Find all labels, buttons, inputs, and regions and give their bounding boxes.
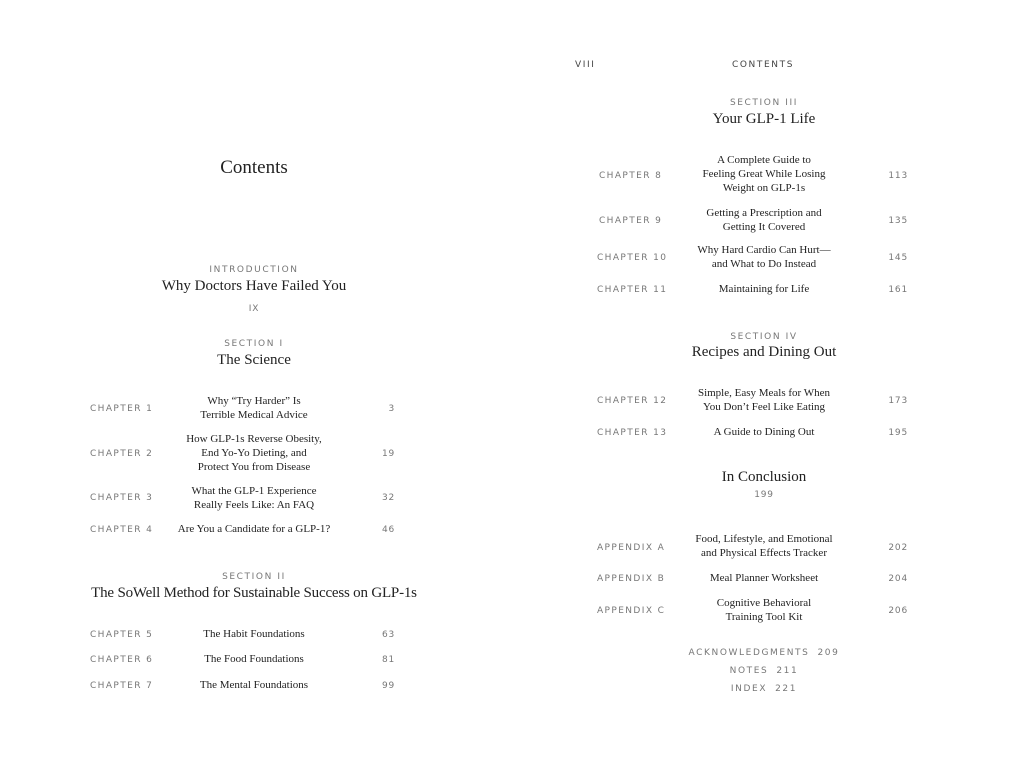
appendix-b-title[interactable]	[654, 571, 874, 585]
chapter-8-title-line: A Complete Guide to	[717, 154, 811, 166]
chapter-2-title-line: End Yo-Yo Dieting, and	[201, 447, 307, 459]
chapter-11-title-line: Maintaining for Life	[718, 283, 810, 295]
chapter-10-title-line: Why Hard Cardio Can Hurt—	[697, 244, 831, 256]
section-3-title: Your GLP-1 Life	[712, 111, 816, 127]
section-1-title: The Science	[217, 352, 291, 368]
chapter-5-page-number: 63	[381, 630, 395, 640]
appendix-a-title-line: Food, Lifestyle, and Emotional	[695, 533, 833, 545]
chapter-6-title[interactable]	[144, 652, 364, 666]
appendix-a-title[interactable]	[634, 532, 894, 560]
appendix-c-page-number: 206	[888, 606, 908, 616]
chapter-9-title[interactable]	[654, 206, 874, 234]
section-4-label: SECTION IV	[730, 332, 798, 342]
chapter-5-title[interactable]	[144, 627, 364, 641]
chapter-6-title-line: The Food Foundations	[204, 653, 304, 665]
chapter-9-page-number: 135	[888, 216, 908, 226]
chapter-10-page-number: 145	[888, 253, 908, 263]
chapter-4-title[interactable]	[134, 522, 374, 536]
appendix-c-title-line: Training Tool Kit	[725, 611, 803, 623]
appendix-a-page-number: 202	[888, 543, 908, 553]
chapter-8-title-line: Feeling Great While Losing	[702, 168, 826, 180]
notes-entry[interactable]	[634, 666, 894, 676]
chapter-7-title-line: The Mental Foundations	[199, 679, 309, 691]
chapter-9-title-line: Getting a Prescription and	[706, 207, 822, 219]
contents-title: Contents	[220, 157, 288, 178]
appendix-a-label: APPENDIX A	[597, 543, 666, 553]
section-3-label: SECTION III	[729, 98, 799, 108]
chapter-4-title-line: Are You a Candidate for a GLP-1?	[177, 523, 331, 535]
page-folio: VIII	[575, 60, 596, 70]
chapter-10-label: CHAPTER 10	[597, 253, 668, 263]
appendix-a-title-line: and Physical Effects Tracker	[701, 547, 827, 559]
conclusion-title[interactable]: In Conclusion	[721, 469, 807, 485]
acknowledgments-entry[interactable]	[634, 648, 894, 658]
chapter-3-title-line: What the GLP-1 Experience	[191, 485, 317, 497]
chapter-9-label: CHAPTER 9	[599, 216, 663, 226]
chapter-7-page-number: 99	[381, 681, 395, 691]
chapter-1-label: CHAPTER 1	[90, 404, 154, 414]
notes-label: NOTES	[729, 666, 769, 676]
chapter-1-page-number: 3	[388, 404, 395, 414]
introduction-label: INTRODUCTION	[209, 265, 299, 275]
chapter-11-title[interactable]	[654, 282, 874, 296]
section-2-title: The SoWell Method for Sustainable Success on GLP-1s	[91, 585, 417, 601]
running-head: CONTENTS	[731, 60, 795, 70]
conclusion-page-number: 199	[754, 490, 774, 500]
notes-page-number: 211	[776, 666, 799, 676]
appendix-b-page-number: 204	[888, 574, 908, 584]
index-entry[interactable]	[634, 684, 894, 694]
chapter-12-title-line: You Don’t Feel Like Eating	[702, 401, 826, 413]
chapter-1-title[interactable]	[144, 394, 364, 422]
chapter-3-page-number: 32	[381, 493, 395, 503]
chapter-2-title-line: How GLP-1s Reverse Obesity,	[186, 433, 322, 445]
appendix-c-title-line: Cognitive Behavioral	[716, 597, 812, 609]
section-2-label: SECTION II	[222, 572, 286, 582]
introduction-page-number: IX	[248, 304, 260, 314]
chapter-3-title[interactable]	[144, 484, 364, 512]
chapter-4-label: CHAPTER 4	[90, 525, 154, 535]
chapter-8-title[interactable]	[654, 153, 874, 195]
chapter-3-label: CHAPTER 3	[90, 493, 154, 503]
chapter-10-title-line: and What to Do Instead	[711, 258, 817, 270]
introduction-title[interactable]: Why Doctors Have Failed You	[161, 278, 347, 294]
index-label: INDEX	[730, 684, 768, 694]
chapter-5-title-line: The Habit Foundations	[203, 628, 305, 640]
chapter-13-title-line: A Guide to Dining Out	[713, 426, 815, 438]
section-4-title: Recipes and Dining Out	[691, 344, 837, 360]
chapter-12-title[interactable]	[644, 386, 884, 414]
index-page-number: 221	[775, 684, 798, 694]
chapter-8-title-line: Weight on GLP-1s	[722, 182, 806, 194]
chapter-9-title-line: Getting It Covered	[722, 221, 806, 233]
chapter-5-label: CHAPTER 5	[90, 630, 154, 640]
chapter-2-page-number: 19	[381, 449, 395, 459]
chapter-8-page-number: 113	[888, 171, 908, 181]
section-1-label: SECTION I	[224, 339, 284, 349]
appendix-b-title-line: Meal Planner Worksheet	[709, 572, 819, 584]
chapter-1-title-line: Terrible Medical Advice	[200, 409, 308, 421]
chapter-13-title[interactable]	[654, 425, 874, 439]
chapter-2-title[interactable]	[144, 432, 364, 474]
chapter-10-title[interactable]	[654, 243, 874, 271]
chapter-11-label: CHAPTER 11	[597, 285, 668, 295]
chapter-12-title-line: Simple, Easy Meals for When	[697, 387, 831, 399]
chapter-1-title-line: Why “Try Harder” Is	[207, 395, 301, 407]
chapter-12-page-number: 173	[888, 396, 908, 406]
acknowledgments-label: ACKNOWLEDGMENTS	[688, 648, 810, 658]
chapter-6-page-number: 81	[381, 655, 395, 665]
appendix-b-label: APPENDIX B	[597, 574, 666, 584]
appendix-c-title[interactable]	[654, 596, 874, 624]
chapter-2-title-line: Protect You from Disease	[197, 461, 311, 473]
chapter-12-label: CHAPTER 12	[597, 396, 668, 406]
chapter-2-label: CHAPTER 2	[90, 449, 154, 459]
chapter-13-label: CHAPTER 13	[597, 428, 668, 438]
chapter-3-title-line: Really Feels Like: An FAQ	[193, 499, 315, 511]
chapter-6-label: CHAPTER 6	[90, 655, 154, 665]
chapter-11-page-number: 161	[888, 285, 908, 295]
appendix-c-label: APPENDIX C	[597, 606, 666, 616]
chapter-4-page-number: 46	[381, 525, 395, 535]
chapter-7-label: CHAPTER 7	[90, 681, 154, 691]
acknowledgments-page-number: 209	[817, 648, 840, 658]
chapter-13-page-number: 195	[888, 428, 908, 438]
chapter-7-title[interactable]	[144, 678, 364, 692]
chapter-8-label: CHAPTER 8	[599, 171, 663, 181]
